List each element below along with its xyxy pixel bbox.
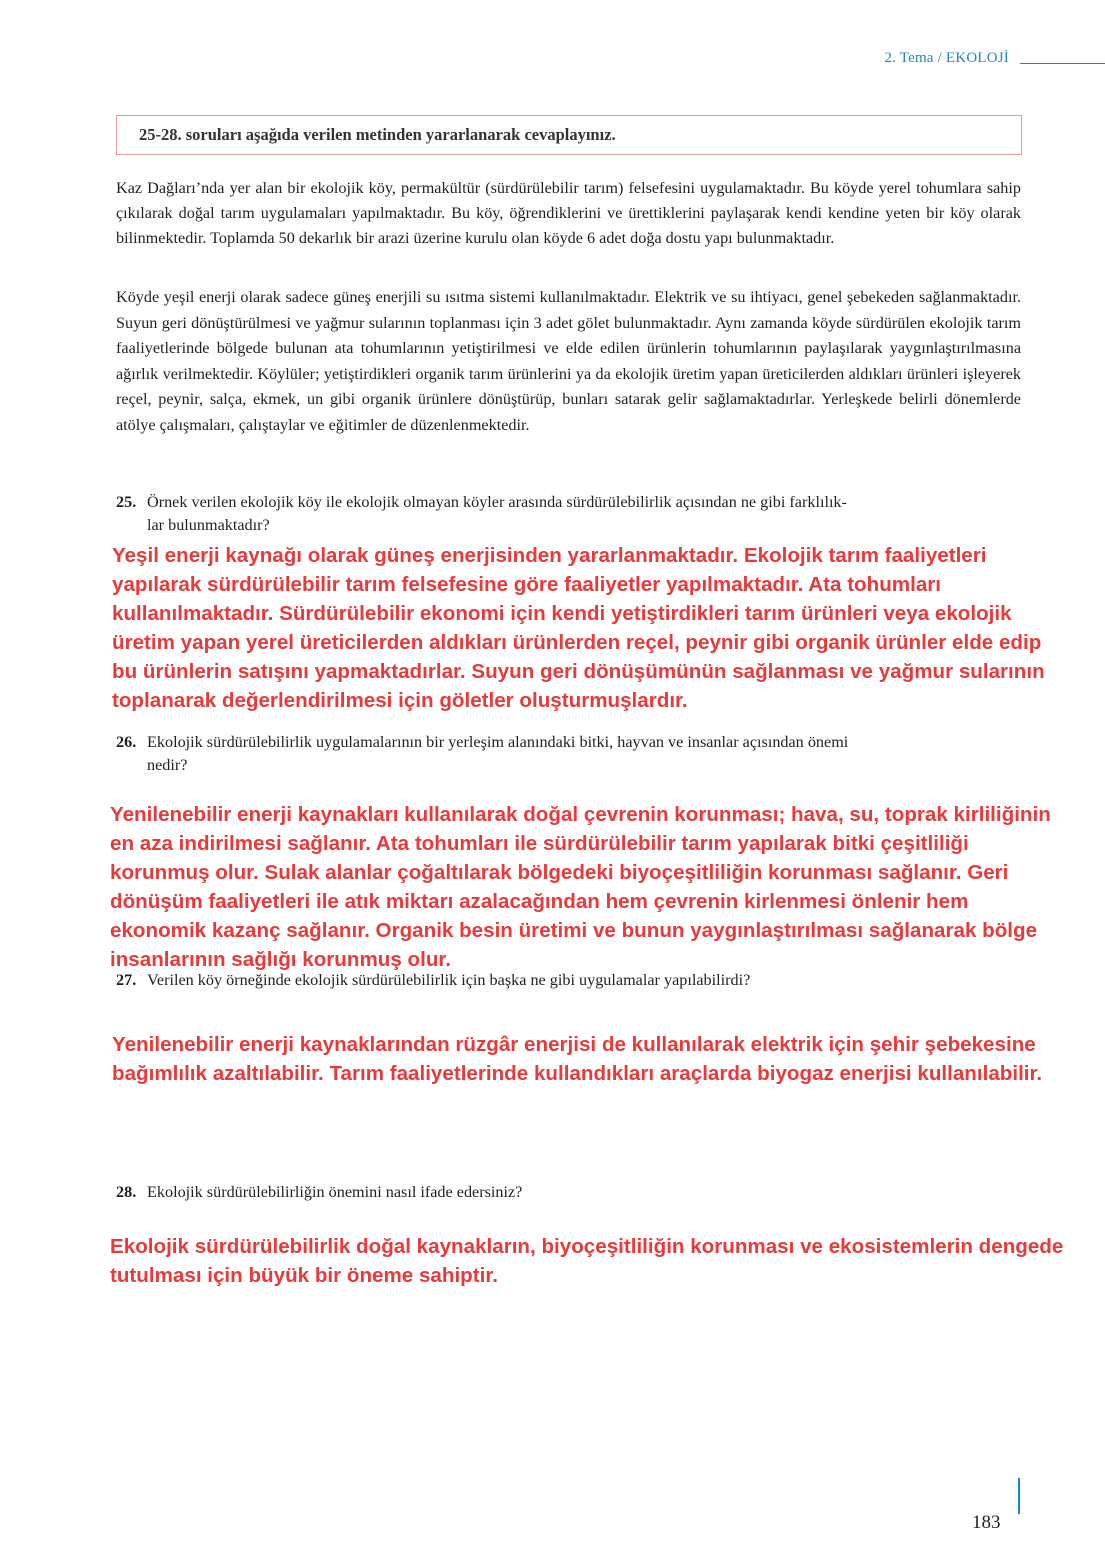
answer-28: Ekolojik sürdürülebilirlik doğal kaynakların, biyoçeşitliliğin korunması ve ekosistemlerin dengede tutulması için büyük bir öneme sahiptir. (110, 1235, 1064, 1287)
passage-paragraph-2: Köyde yeşil enerji olarak sadece güneş enerjili su ısıtma sistemi kullanılmaktadır. Elektrik ve su ihtiyacı, genel şebekeden sağlanmaktadır. Suyun geri dönüştürülmesi ve yağmur sularının toplanması için 3 adet gölet bulunmaktadır. Aynı zamanda köyde sürdürülen ekolojik tarım faaliyetlerinde bölgede bulunan ata tohumlarının yetiştirilmesi ve elde edilen ürünlerin tohumlarının paylaşılarak yaygınlaştırılmasına ağırlık verilmektedir. Köylüler; yetiştirdikleri organik tarım ürünlerini ya da ekolojik üretim yapan üreticilerden aldıkları ürünleri işleyerek reçel, peynir, salça, ekmek, un gibi organik ürünlere dönüştürüp, bunları satarak gelir sağlamaktadırlar. Yerleşkede belirli dönemlerde atölye çalışmaları, çalıştaylar ve eğitimler de düzenlenmektedir. (116, 288, 1021, 434)
question-number: 28. (116, 1183, 137, 1201)
question-26 (116, 731, 1021, 777)
question-text: Ekolojik sürdürülebilirliğin önemini nasıl ifade edersiniz? (147, 1183, 523, 1201)
instruction-box (116, 115, 1022, 155)
question-28 (116, 1181, 1021, 1204)
question-text: Örnek verilen ekolojik köy ile ekolojik olmayan köyler arasında sürdürülebilirlik açısından ne gibi farklılık- (147, 493, 847, 511)
question-text: Ekolojik sürdürülebilirlik uygulamalarının bir yerleşim alanındaki bitki, hayvan ve insanlar açısından önemi (147, 733, 849, 751)
page-number-bar (1018, 1478, 1020, 1514)
answer-26: Yenilenebilir enerji kaynakları kullanılarak doğal çevrenin korunması; hava, su, toprak kirliliğinin en aza indirilmesi sağlanır. Ata tohumları ile sürdürülebilir tarım yapılarak bitki çeşitliliği korunmuş olur. Sulak alanlar çoğaltılarak bölgedeki biyoçeşitliliğin korunması sağlanır. Geri dönüşüm faaliyetleri ile atık miktarı azalacağından hem çevrenin kirlenmesi önlenir hem ekonomik kazanç sağlanır. Organik besin üretimi ve bunun yaygınlaştırılması sağlanarak bölge insanlarının sağlığı korunmuş olur. (110, 803, 1051, 971)
answer-25: Yeşil enerji kaynağı olarak güneş enerjisinden yararlanmaktadır. Ekolojik tarım faaliyetleri yapılarak sürdürülebilir tarım felsefesine göre faaliyetler yapılmaktadır. Ata tohumları kullanılmaktadır. Sürdürülebilir ekonomi için kendi yetiştirdikleri tarım ürünleri veya ekolojik üretim yapan yerel üreticilerden aldıkları ürünlerden reçel, peynir gibi organik ürünler elde edip bu ürünlerin satışını yapmaktadırlar. Suyun geri dönüşümünün sağlanması ve yağmur sularının toplanarak değerlendirilmesi için göletler oluşturmuşlardır. (112, 544, 1045, 712)
question-number: 25. (116, 493, 137, 511)
header-rule (1020, 63, 1105, 64)
question-text-cont: nedir? (147, 756, 188, 774)
passage-paragraph-1: Kaz Dağları’nda yer alan bir ekolojik köy, permakültür (sürdürülebilir tarım) felsefesini uygulamaktadır. Bu köyde yerel tohumlara sahip çıkılarak doğal tarım uygulamaları yapılmaktadır. Bu köy, öğrendiklerini ve ürettiklerini paylaşarak kendi kendine yeten bir köy olarak bilinmektedir. Toplamda 50 dekarlık bir arazi üzerine kurulu olan köyde 6 adet doğa dostu yapı bulunmaktadır. (116, 179, 1021, 247)
page-number: 183 (972, 1512, 1001, 1533)
instruction-text: 25-28. soruları aşağıda verilen metinden yararlanarak cevaplayınız. (139, 125, 616, 144)
page-header: 2. Tema / EKOLOJİ (884, 50, 1009, 66)
answer-27: Yenilenebilir enerji kaynaklarından rüzgâr enerjisi de kullanılarak elektrik için şehir şebekesine bağımlılık azaltılabilir. Tarım faaliyetlerinde kullandıkları araçlarda biyogaz enerjisi kullanılabilir. (112, 1033, 1043, 1085)
question-text: Verilen köy örneğinde ekolojik sürdürülebilirlik için başka ne gibi uygulamalar yapılabilirdi? (147, 971, 751, 989)
question-number: 26. (116, 733, 137, 751)
question-25 (116, 491, 1021, 537)
question-text-cont: lar bulunmaktadır? (147, 516, 270, 534)
question-27 (116, 969, 1021, 992)
question-number: 27. (116, 971, 137, 989)
